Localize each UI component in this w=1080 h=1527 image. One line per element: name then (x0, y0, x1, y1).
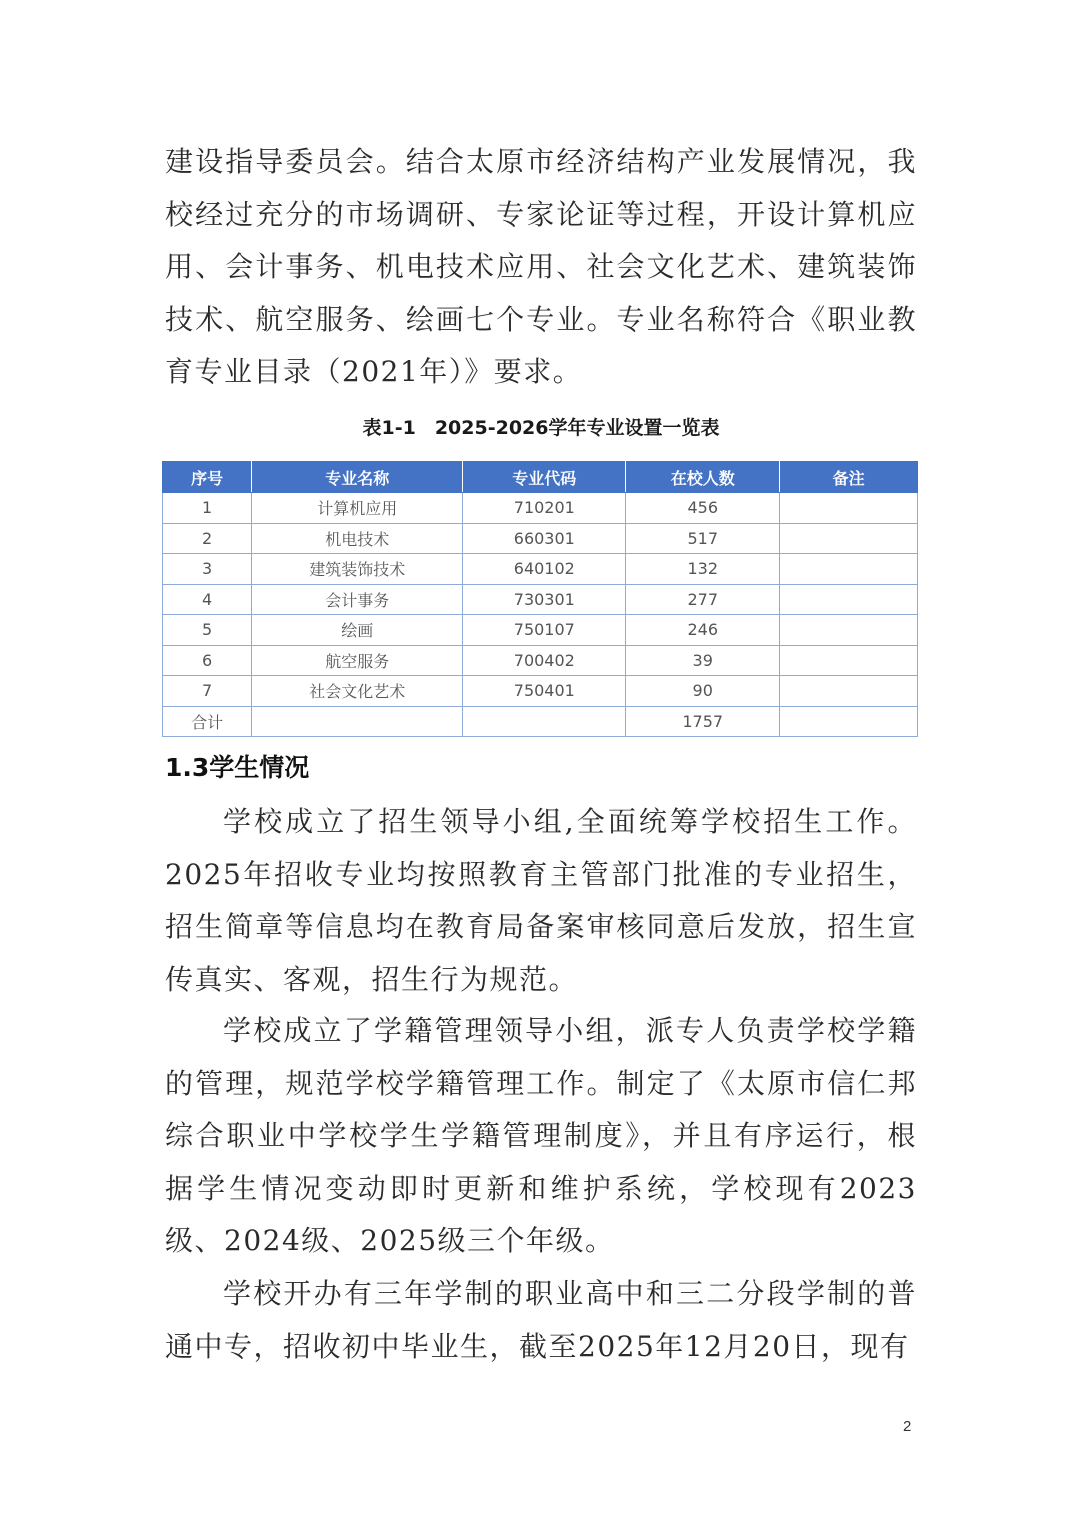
table-caption: 表1-1 2025-2026学年专业设置一览表 (362, 417, 720, 439)
cell-major-name: 机电技术 (252, 523, 463, 554)
cell-student-count: 90 (626, 676, 780, 707)
cell-serial: 6 (163, 645, 252, 676)
cell-total-name (252, 706, 463, 737)
table-row (163, 523, 918, 554)
table-row (163, 645, 918, 676)
cell-major-name: 社会文化艺术 (252, 676, 463, 707)
cell-student-count: 132 (626, 554, 780, 585)
cell-student-count: 456 (626, 493, 780, 524)
header-major-code: 专业代码 (463, 462, 626, 493)
cell-total-remarks (780, 706, 918, 737)
cell-remarks (780, 523, 918, 554)
section-heading: 1.3学生情况 (165, 753, 310, 782)
table-row (163, 554, 918, 585)
cell-major-code: 640102 (463, 554, 626, 585)
header-major-name: 专业名称 (252, 462, 463, 493)
cell-total-code (463, 706, 626, 737)
intro-paragraph: 建设指导委员会。结合太原市经济结构产业发展情况，我校经过充分的市场调研、专家论证等过程，开设计算机应用、会计事务、机电技术应用、社会文化艺术、建筑装饰技术、航空服务、绘画七个专业。专业名称符合《职业教育专业目录（2021年）》要求。 (165, 145, 917, 388)
header-remarks: 备注 (780, 462, 918, 493)
cell-major-code: 750107 (463, 615, 626, 646)
cell-remarks (780, 676, 918, 707)
table-row (163, 493, 918, 524)
table-row (163, 584, 918, 615)
cell-remarks (780, 584, 918, 615)
registration-paragraph: 学校成立了学籍管理领导小组，派专人负责学校学籍的管理，规范学校学籍管理工作。制定了《太原市信仁邦综合职业中学校学生学籍管理制度》，并且有序运行，根据学生情况变动即时更新和维护系统，学校现有2023级、2024级、2025级三个年级。 (165, 1014, 917, 1257)
header-serial: 序号 (163, 462, 252, 493)
cell-major-code: 730301 (463, 584, 626, 615)
cell-major-name: 绘画 (252, 615, 463, 646)
cell-serial: 2 (163, 523, 252, 554)
programs-paragraph: 学校开办有三年学制的职业高中和三二分段学制的普通中专，招收初中毕业生，截至2025年12月20日，现有 (165, 1277, 917, 1363)
cell-serial: 7 (163, 676, 252, 707)
table-row (163, 615, 918, 646)
cell-student-count: 246 (626, 615, 780, 646)
cell-major-name: 会计事务 (252, 584, 463, 615)
cell-serial: 3 (163, 554, 252, 585)
cell-remarks (780, 554, 918, 585)
cell-major-code: 660301 (463, 523, 626, 554)
cell-remarks (780, 615, 918, 646)
cell-student-count: 517 (626, 523, 780, 554)
page-number: 2 (903, 1418, 912, 1435)
table-header-row (163, 462, 918, 493)
header-student-count: 在校人数 (626, 462, 780, 493)
cell-major-code: 700402 (463, 645, 626, 676)
cell-major-code: 750401 (463, 676, 626, 707)
cell-major-code: 710201 (463, 493, 626, 524)
cell-total-label: 合计 (163, 706, 252, 737)
cell-serial: 5 (163, 615, 252, 646)
table-total-row (163, 706, 918, 737)
cell-remarks (780, 645, 918, 676)
cell-major-name: 计算机应用 (252, 493, 463, 524)
cell-total-count: 1757 (626, 706, 780, 737)
cell-student-count: 39 (626, 645, 780, 676)
cell-major-name: 建筑装饰技术 (252, 554, 463, 585)
table-row (163, 676, 918, 707)
cell-serial: 1 (163, 493, 252, 524)
cell-student-count: 277 (626, 584, 780, 615)
enrollment-paragraph: 学校成立了招生领导小组,全面统筹学校招生工作。2025年招收专业均按照教育主管部门批准的专业招生，招生简章等信息均在教育局备案审核同意后发放，招生宣传真实、客观，招生行为规范。 (165, 805, 917, 996)
cell-major-name: 航空服务 (252, 645, 463, 676)
cell-remarks (780, 493, 918, 524)
cell-serial: 4 (163, 584, 252, 615)
major-settings-table (162, 461, 918, 737)
